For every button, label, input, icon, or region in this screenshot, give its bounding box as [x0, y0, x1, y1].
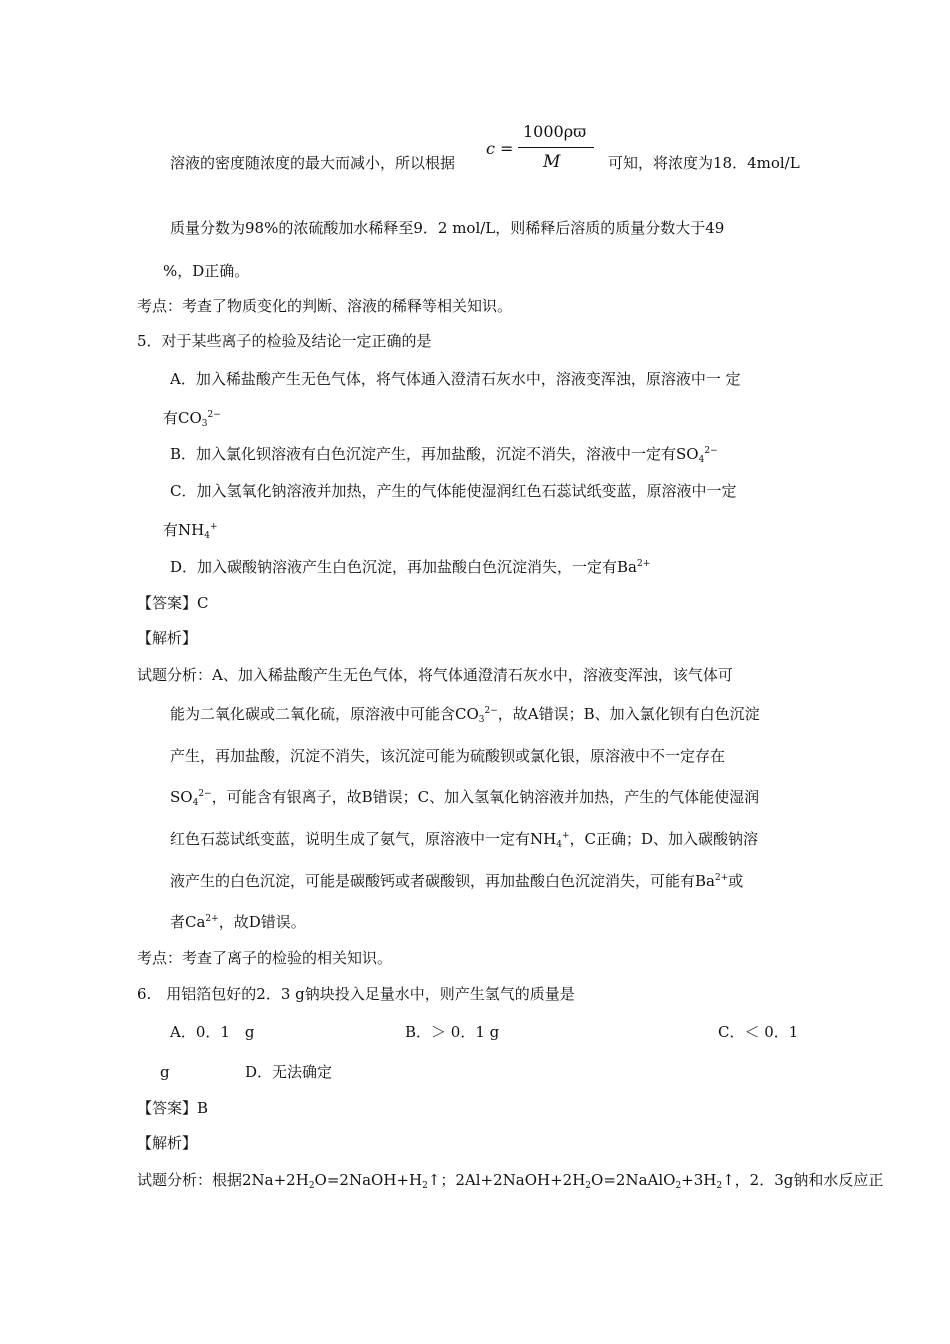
q5-stem: 5．对于某些离子的检验及结论一定正确的是 — [137, 332, 432, 350]
q5-option-b: B．加入氯化钡溶液有白色沉淀产生，再加盐酸，沉淀不消失，溶液中一定有$SO_4^{2-}$ — [170, 445, 718, 465]
q6-option-c-cont: g — [160, 1063, 170, 1081]
q6-stem: 6. 用铝箔包好的2．3 g钠块投入足量水中，则产生氢气的质量是 — [137, 985, 575, 1003]
q6-analysis-line1: 试题分析：根据$2Na+2H_2O=2NaOH+H_2↑$；$2Al+2NaOH+2H_2O=2NaAlO_2+3H_2↑$，2．3g钠和水反应正 — [137, 1171, 884, 1191]
q5-kaodian: 考点：考查了离子的检验的相关知识。 — [137, 949, 393, 967]
q5-analysis-line5: 红色石蕊试纸变蓝，说明生成了氨气，原溶液中一定有$NH_4^+$，C正确；D、加入碳酸钠溶 — [170, 830, 759, 850]
fraction-bar — [518, 147, 594, 148]
q6-answer: 【答案】B — [137, 1099, 209, 1117]
q5-analysis-line2: 能为二氧化碳或二氧化硫，原溶液中可能含$CO_3^{2-}$，故A错误；B、加入氯化钡有白色沉淀 — [170, 705, 760, 725]
q5-answer: 【答案】C — [137, 594, 209, 612]
density-formula — [486, 120, 596, 178]
q6-option-b: B．＞ 0．1 g — [405, 1023, 500, 1041]
q5-analysis-line1: 试题分析：A、加入稀盐酸产生无色气体，将气体通澄清石灰水中，溶液变浑浊，该气体可 — [137, 666, 733, 684]
q5-analysis-line6: 液产生的白色沉淀，可能是碳酸钙或者碳酸钡，再加盐酸白色沉淀消失，可能有$Ba^{2+}$或 — [170, 872, 744, 890]
formula-denominator: M — [543, 152, 561, 172]
p1-line1-text: 溶液的密度随浓度的最大而减小，所以根据 — [170, 154, 456, 172]
q6-option-a: A．0．1 g — [170, 1023, 255, 1041]
kaodian-1: 考点：考查了物质变化的判断、溶液的稀释等相关知识。 — [137, 297, 513, 315]
q5-option-a-line2: 有$CO_3^{2-}$ — [163, 409, 221, 429]
q5-analysis-line7: 者$Ca^{2+}$，故D错误。 — [170, 913, 306, 931]
q5-option-c-line2: 有$NH_4^+$ — [163, 521, 218, 541]
formula-lhs: c = — [486, 139, 514, 158]
q6-analysis-heading: 【解析】 — [137, 1134, 198, 1152]
p1-line3: %，D正确。 — [163, 262, 250, 280]
q5-option-d: D．加入碳酸钠溶液产生白色沉淀，再加盐酸白色沉淀消失，一定有$Ba^{2+}$ — [170, 558, 651, 576]
q5-option-c-line1: C．加入氢氧化钠溶液并加热，产生的气体能使湿润红色石蕊试纸变蓝，原溶液中一定 — [170, 482, 737, 500]
q5-analysis-line3: 产生，再加盐酸，沉淀不消失，该沉淀可能为硫酸钡或氯化银，原溶液中不一定存在 — [170, 747, 726, 765]
formula-numerator: 1000ρϖ — [523, 122, 587, 141]
q5-analysis-line4: $SO_4^{2-}$，可能含有银离子，故B错误；C、加入氢氧化钠溶液并加热，产生的气体能使湿润 — [170, 788, 760, 808]
p1-line1-after: 可知，将浓度为18．4mol/L — [608, 154, 800, 172]
q5-option-a-line1: A．加入稀盐酸产生无色气体，将气体通入澄清石灰水中，溶液变浑浊，原溶液中一 定 — [170, 370, 741, 388]
q6-option-c: C．＜ 0．1 — [718, 1023, 799, 1041]
q5-analysis-heading: 【解析】 — [137, 629, 198, 647]
p1-line2: 质量分数为98%的浓硫酸加水稀释至9．2 mol/L，则稀释后溶质的质量分数大于49 — [170, 219, 725, 237]
q6-option-d: D．无法确定 — [245, 1063, 333, 1081]
